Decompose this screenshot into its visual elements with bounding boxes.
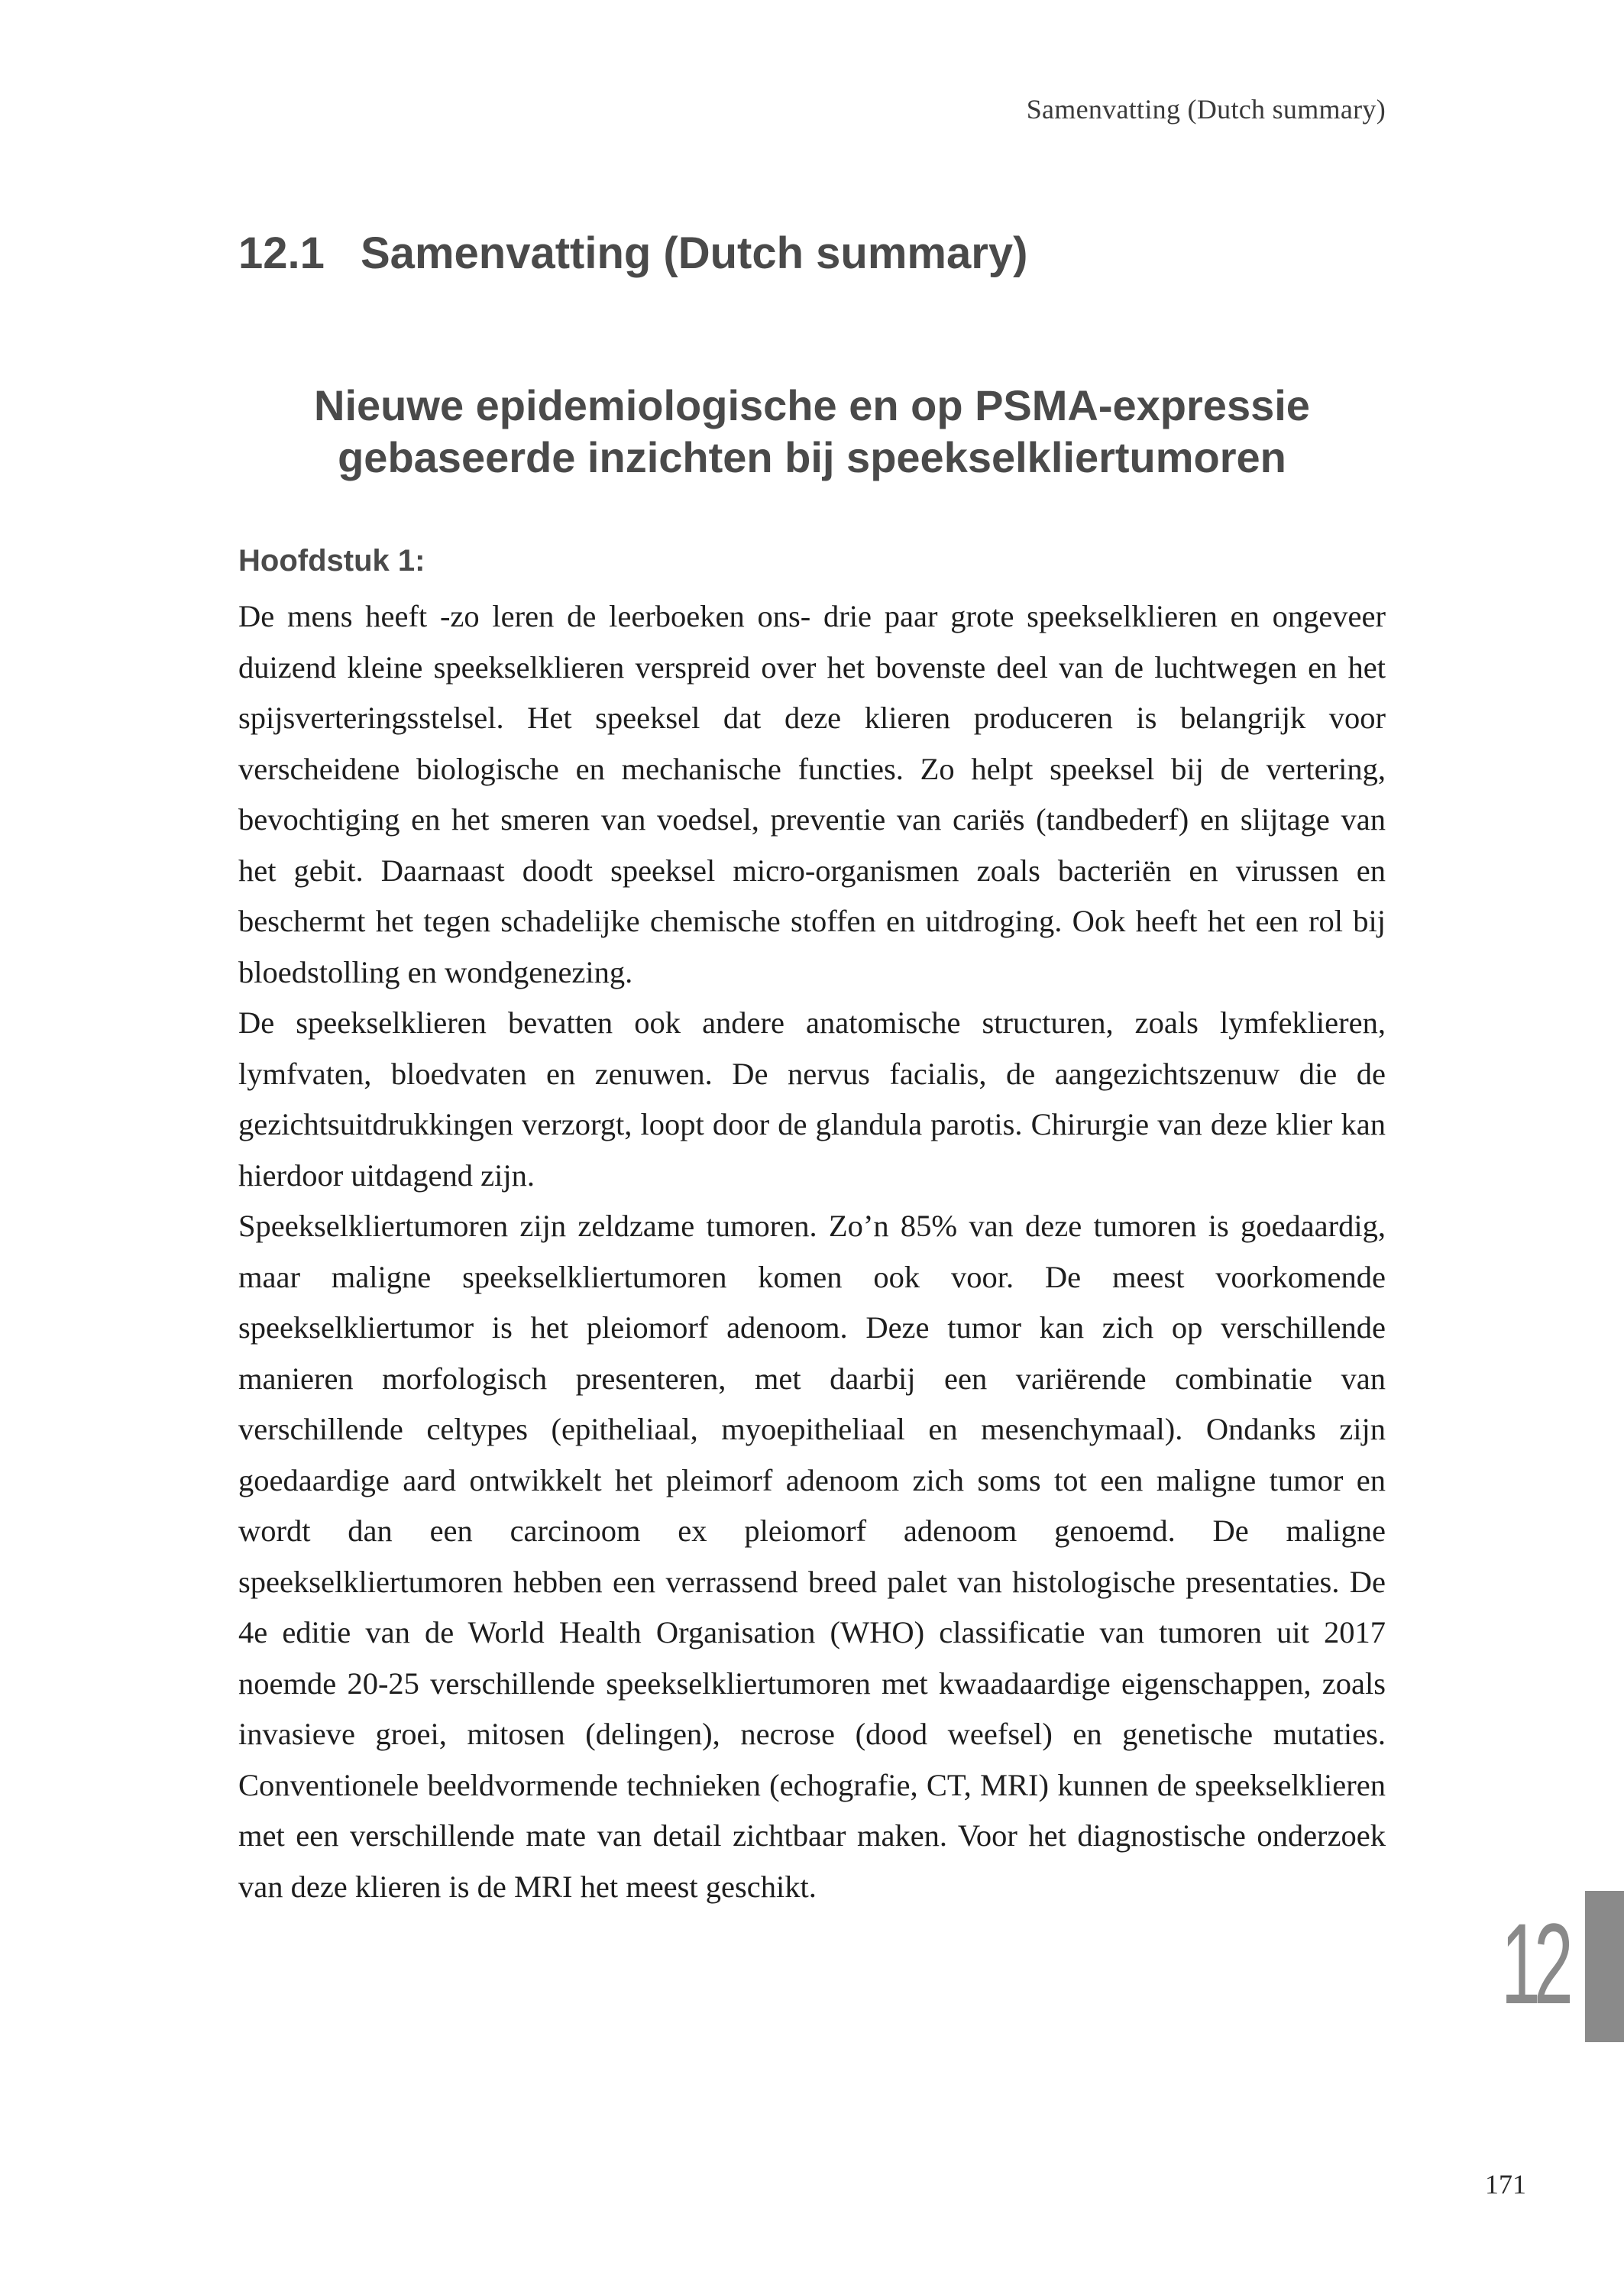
chapter-thumb-number: 12 xyxy=(1501,1899,1567,2028)
title-line-1: Nieuwe epidemiologische en op PSMA-expressie xyxy=(314,381,1310,429)
paragraph-2: De speekselklieren bevatten ook andere anatomische structuren, zoals lymfeklieren, lymfvaten, bloedvaten en zenuwen. De nervus facialis, de aangezichtszenuw die de gezichtsuitdrukkingen verzorgt, loopt door de glandula parotis. Chirurgie van deze klier kan hierdoor uitdagend zijn. xyxy=(238,1005,1386,1193)
title-line-2: gebaseerde inzichten bij speekselkliertumoren xyxy=(338,433,1286,481)
section-heading xyxy=(238,228,1027,279)
chapter-label: Hoofdstuk 1: xyxy=(238,544,425,578)
body-text xyxy=(238,591,1386,1912)
chapter-thumb-tab xyxy=(1585,1891,1624,2042)
section-title: Samenvatting (Dutch summary) xyxy=(361,228,1028,278)
document-title xyxy=(238,380,1386,484)
paragraph-1: De mens heeft -zo leren de leerboeken ons- drie paar grote speekselklieren en ongeveer duizend kleine speekselklieren verspreid over het bovenste deel van de luchtwegen en het spijsverteringsstelsel. Het speeksel dat deze klieren produceren is belangrijk voor verscheidene biologische en mechanische functies. Zo helpt speeksel bij de vertering, bevochtiging en het smeren van voedsel, preventie van cariës (tandbederf) en slijtage van het gebit. Daarnaast doodt speeksel micro-organismen zoals bacteriën en virussen en beschermt het tegen schadelijke chemische stoffen en uitdroging. Ook heeft het een rol bij bloedstolling en wondgenezing. xyxy=(238,599,1386,989)
page-number: 171 xyxy=(1485,2169,1526,2200)
paragraph-3: Speekselkliertumoren zijn zeldzame tumoren. Zo’n 85% van deze tumoren is goedaardig, maar maligne speekselkliertumoren komen ook voor. De meest voorkomende speekselkliertumor is het pleiomorf adenoom. Deze tumor kan zich op verschillende manieren morfologisch presenteren, met daarbij een variërende combinatie van verschillende celtypes (epitheliaal, myoepitheliaal en mesenchymaal). Ondanks zijn goedaardige aard ontwikkelt het pleimorf adenoom zich soms tot een maligne tumor en wordt dan een carcinoom ex pleiomorf adenoom genoemd. De maligne speekselkliertumoren hebben een verrassend breed palet van histologische presentaties. De 4e editie van de World Health Organisation (WHO) classificatie van tumoren uit 2017 noemde 20-25 verschillende speekselkliertumoren met kwaadaardige eigenschappen, zoals invasieve groei, mitosen (delingen), necrose (dood weefsel) en genetische mutaties. Conventionele beeldvormende technieken (echografie, CT, MRI) kunnen de speekselklieren met een verschillende mate van detail zichtbaar maken. Voor het diagnostische onderzoek van deze klieren is de MRI het meest geschikt. xyxy=(238,1209,1386,1904)
section-number: 12.1 xyxy=(238,228,325,278)
running-header: Samenvatting (Dutch summary) xyxy=(1026,94,1386,125)
